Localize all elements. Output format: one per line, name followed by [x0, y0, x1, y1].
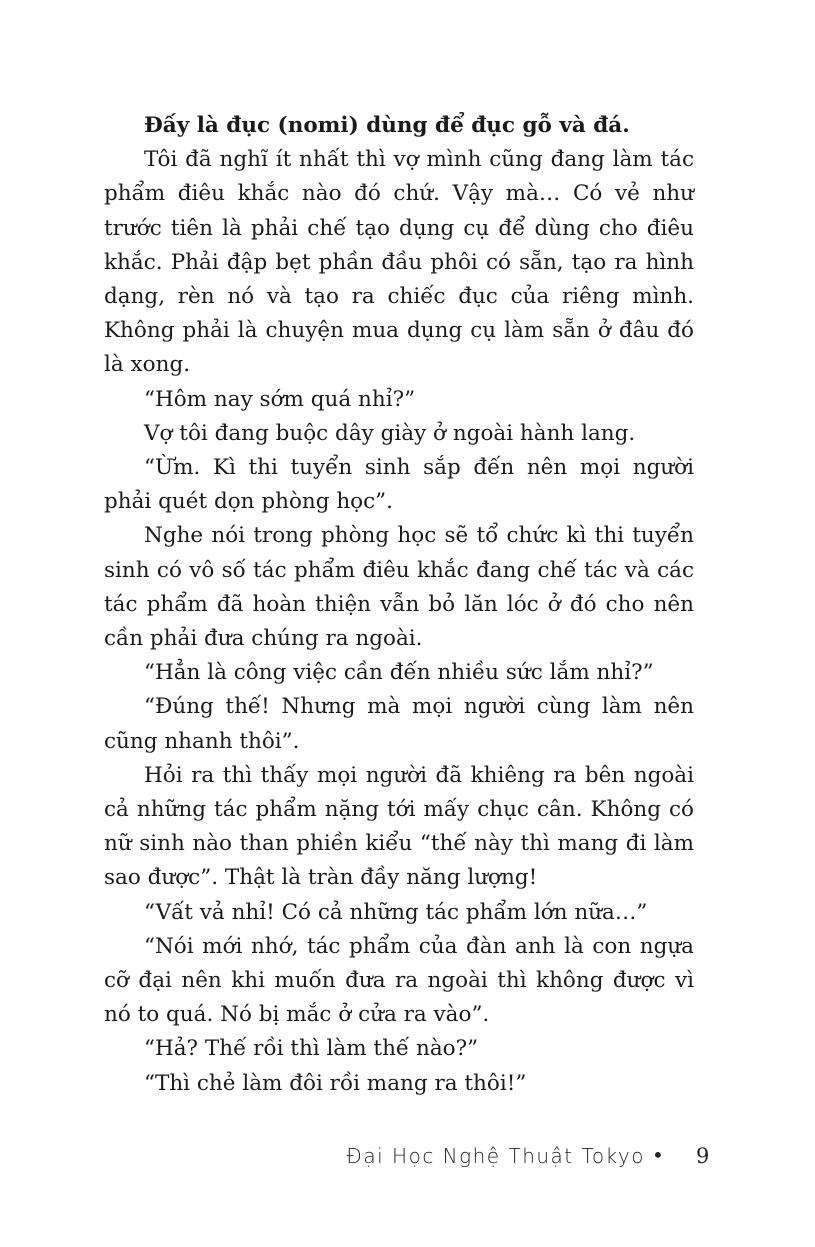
paragraph: “Vất vả nhỉ! Có cả những tác phẩm lớn nữa…”	[144, 899, 648, 925]
body-text	[104, 109, 694, 1101]
running-title: Đại Học Nghệ Thuật Tokyo	[346, 1144, 645, 1168]
paragraph: Hỏi ra thì thấy mọi người đã khiêng ra bên ngoài cả những tác phẩm nặng tới mấy chục cân. Không có nữ sinh nào than phiền kiểu “thế này thì mang đi làm sao được”. Thật là tràn đầy năng lượng!	[104, 762, 694, 891]
page-number: 9	[696, 1144, 710, 1168]
paragraph: Vợ tôi đang buộc dây giày ở ngoài hành lang.	[144, 420, 636, 446]
paragraph: “Nói mới nhớ, tác phẩm của đàn anh là con ngựa cỡ đại nên khi muốn đưa ra ngoài thì không được vì nó to quá. Nó bị mắc ở cửa ra vào”.	[104, 933, 694, 1028]
paragraph: “Hẳn là công việc cần đến nhiều sức lắm nhỉ?”	[144, 660, 654, 686]
paragraph: “Ừm. Kì thi tuyển sinh sắp đến nên mọi người phải quét dọn phòng học”.	[104, 455, 694, 515]
paragraph: Tôi đã nghĩ ít nhất thì vợ mình cũng đang làm tác phẩm điêu khắc nào đó chứ. Vậy mà… Có vẻ như trước tiên là phải chế tạo dụng cụ để dùng cho điêu khắc. Phải đập bẹt phần đầu phôi có sẵn, tạo ra hình dạng, rèn nó và tạo ra chiếc đục của riêng mình. Không phải là chuyện mua dụng cụ làm sẵn ở đâu đó là xong.	[104, 147, 694, 378]
paragraph-heading: Đấy là đục (nomi) dùng để đục gỗ và đá.	[144, 113, 630, 138]
bullet-separator: •	[652, 1143, 664, 1167]
paragraph: “Hả? Thế rồi thì làm thế nào?”	[144, 1036, 479, 1062]
paragraph: “Thì chẻ làm đôi rồi mang ra thôi!”	[144, 1070, 527, 1096]
paragraph: Nghe nói trong phòng học sẽ tổ chức kì thi tuyển sinh có vô số tác phẩm điêu khắc đang chế tác và các tác phẩm đã hoàn thiện vẫn bỏ lăn lóc ở đó cho nên cần phải đưa chúng ra ngoài.	[104, 523, 694, 652]
paragraph: “Hôm nay sớm quá nhỉ?”	[144, 386, 416, 412]
page-footer	[0, 1140, 815, 1180]
paragraph: “Đúng thế! Nhưng mà mọi người cùng làm nên cũng nhanh thôi”.	[104, 694, 694, 754]
